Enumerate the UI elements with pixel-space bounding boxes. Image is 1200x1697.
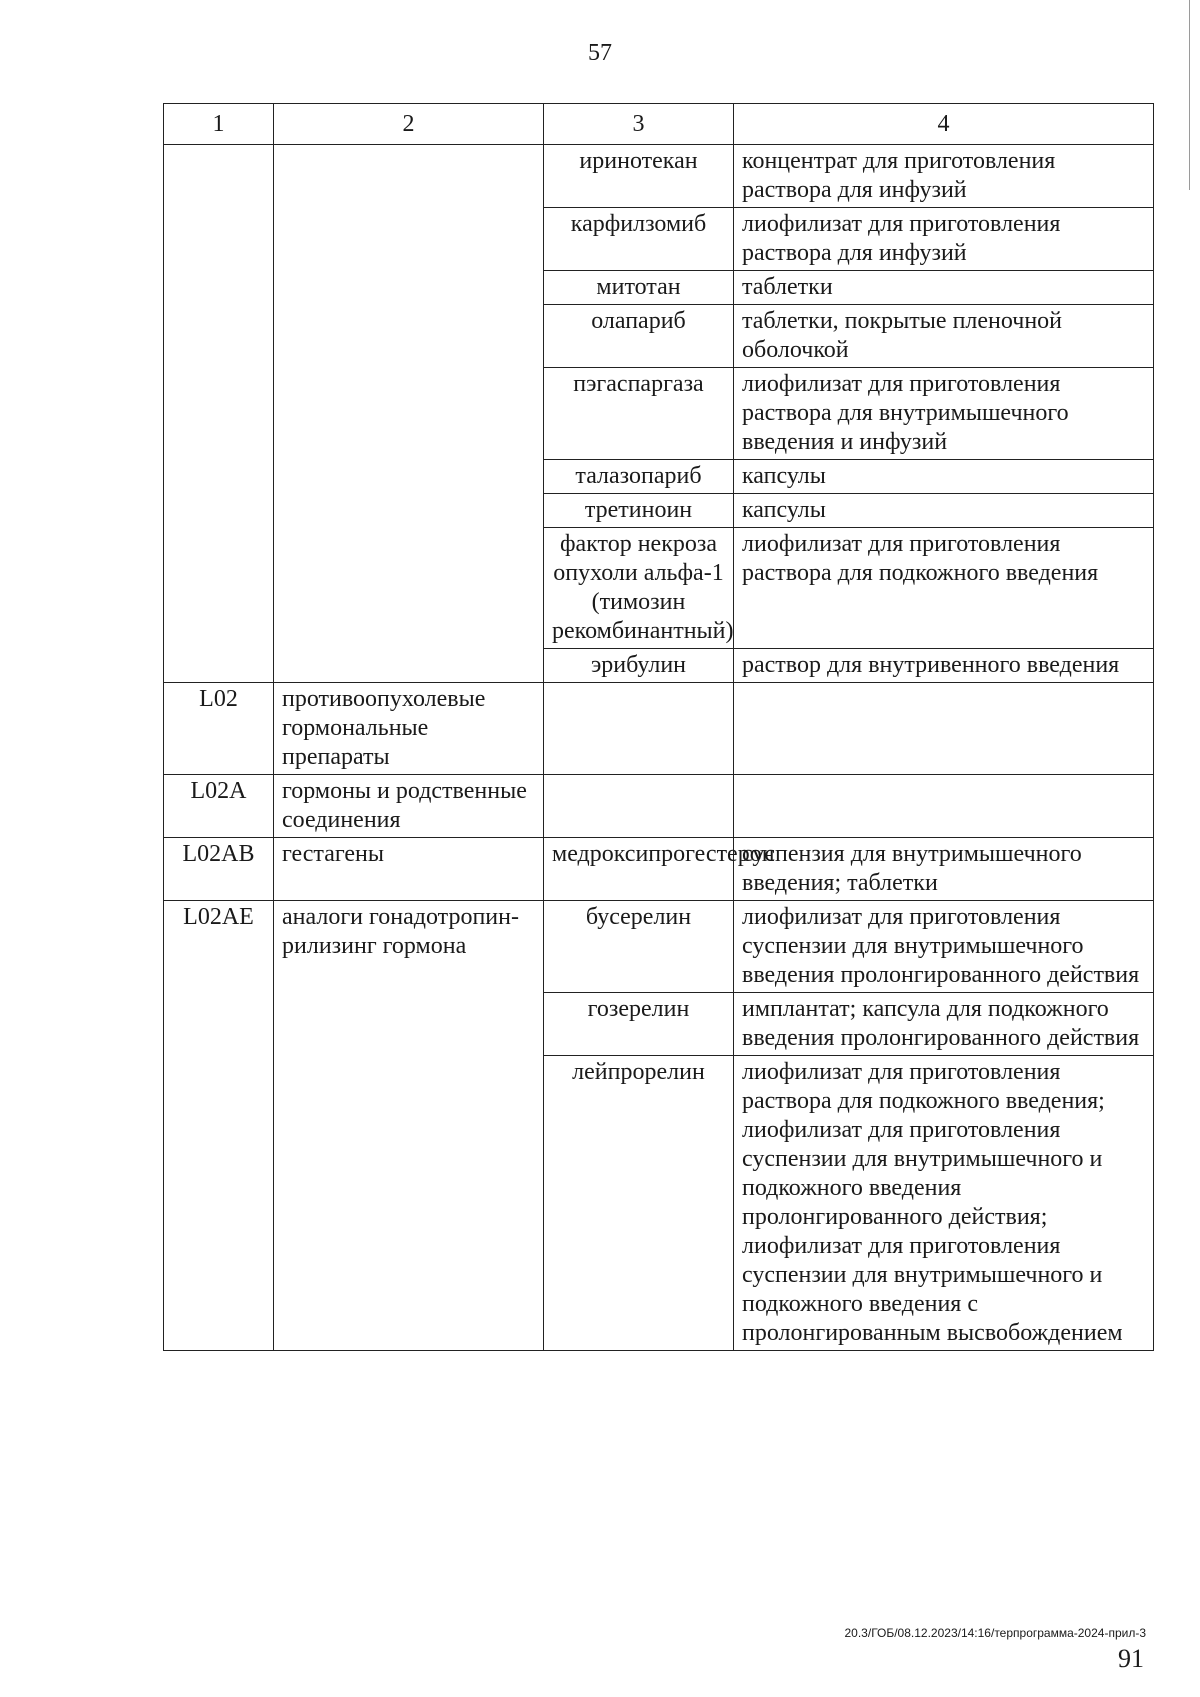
header-col-4: 4	[734, 104, 1154, 145]
drug-cell: пэгаспаргаза	[544, 368, 734, 460]
header-col-1: 1	[164, 104, 274, 145]
drug-cell: лейпрорелин	[544, 1056, 734, 1351]
form-cell: концентрат для приготовления раствора для инфузий	[734, 145, 1154, 208]
table-row	[164, 901, 1154, 993]
drug-cell: олапариб	[544, 305, 734, 368]
document-reference: 20.3/ГОБ/08.12.2023/14:16/терпрограмма-2024-прил-3	[844, 1626, 1146, 1640]
drug-cell: иринотекан	[544, 145, 734, 208]
group-cell: гормоны и родственные соединения	[274, 775, 544, 838]
form-cell: капсулы	[734, 460, 1154, 494]
drug-cell: третиноин	[544, 494, 734, 528]
form-cell: лиофилизат для приготовления раствора для инфузий	[734, 208, 1154, 271]
form-cell: лиофилизат для приготовления суспензии для внутримышечного введения пролонгированного действия	[734, 901, 1154, 993]
form-cell: лиофилизат для приготовления раствора для подкожного введения; лиофилизат для приготовления суспензии для внутримышечного и подкожного введения пролонгированного действия; лиофилизат для приготовления суспензии для внутримышечного и подкожного введения с пролонгированным высвобождением	[734, 1056, 1154, 1351]
page-number: 57	[588, 40, 612, 66]
drug-cell: бусерелин	[544, 901, 734, 993]
form-cell: лиофилизат для приготовления раствора для подкожного введения	[734, 528, 1154, 649]
table-row	[164, 838, 1154, 901]
group-cell: аналоги гонадотропин-рилизинг гормона	[274, 901, 544, 1351]
drug-cell: фактор некроза опухоли альфа-1 (тимозин рекомбинантный)	[544, 528, 734, 649]
form-cell	[734, 683, 1154, 775]
drug-cell: эрибулин	[544, 649, 734, 683]
drug-cell: талазопариб	[544, 460, 734, 494]
drug-cell: гозерелин	[544, 993, 734, 1056]
code-cell: L02AE	[164, 901, 274, 1351]
form-cell: суспензия для внутримышечного введения; таблетки	[734, 838, 1154, 901]
form-cell: раствор для внутривенного введения	[734, 649, 1154, 683]
drug-cell: карфилзомиб	[544, 208, 734, 271]
table-header-row	[164, 104, 1154, 145]
group-cell: гестагены	[274, 838, 544, 901]
group-cell	[274, 145, 544, 683]
code-cell: L02A	[164, 775, 274, 838]
header-col-3: 3	[544, 104, 734, 145]
code-cell	[164, 145, 274, 683]
drug-cell	[544, 775, 734, 838]
form-cell: капсулы	[734, 494, 1154, 528]
drug-cell: митотан	[544, 271, 734, 305]
form-cell: таблетки, покрытые пленочной оболочкой	[734, 305, 1154, 368]
scan-edge-line	[1189, 0, 1190, 190]
form-cell: таблетки	[734, 271, 1154, 305]
form-cell: лиофилизат для приготовления раствора для внутримышечного введения и инфузий	[734, 368, 1154, 460]
table-row	[164, 683, 1154, 775]
document-page-number: 91	[1118, 1644, 1144, 1673]
header-col-2: 2	[274, 104, 544, 145]
group-cell: противоопухолевые гормональные препараты	[274, 683, 544, 775]
form-cell	[734, 775, 1154, 838]
drug-cell	[544, 683, 734, 775]
drug-cell: медроксипрогестерон	[544, 838, 734, 901]
drug-table	[163, 103, 1154, 1351]
table-row	[164, 775, 1154, 838]
code-cell: L02	[164, 683, 274, 775]
code-cell: L02AB	[164, 838, 274, 901]
table-row	[164, 145, 1154, 208]
form-cell: имплантат; капсула для подкожного введения пролонгированного действия	[734, 993, 1154, 1056]
